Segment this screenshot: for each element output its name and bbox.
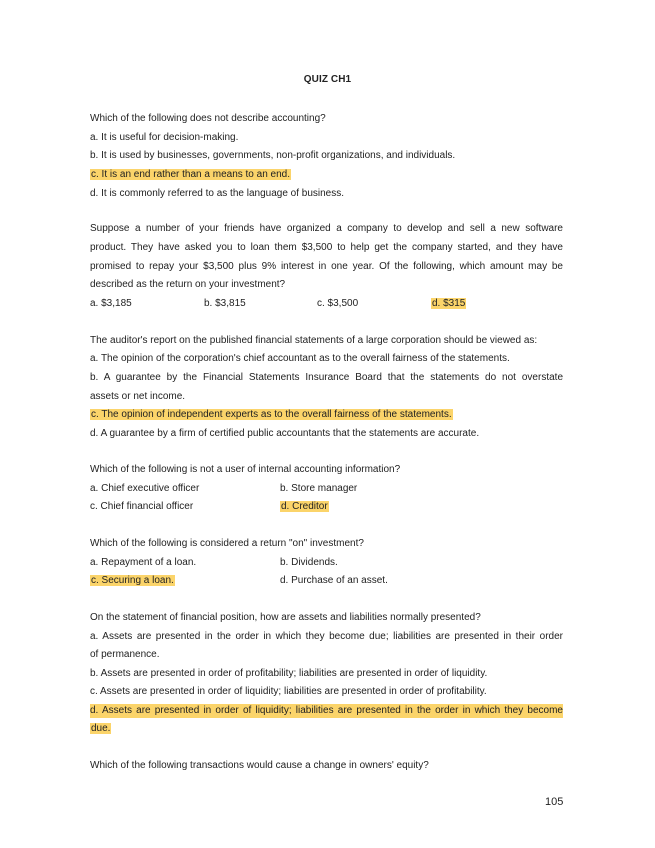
highlighted-answer: d. $315 <box>432 298 466 309</box>
highlighted-answer: c. Securing a loan. <box>91 575 174 586</box>
question-2-option-d <box>431 297 466 311</box>
question-2-text-line: described as the return on your investment? <box>90 279 286 290</box>
question-1-option-c <box>90 168 291 182</box>
question-4-option-c: c. Chief financial officer <box>90 501 194 512</box>
question-6-option-d-line: d. Assets are presented in order of liquidity; liabilities are presented in the order in which they become <box>90 705 563 716</box>
highlighted-answer: d. Creditor <box>281 501 328 512</box>
question-2-option-b: b. $3,815 <box>204 298 246 309</box>
question-2-option-a: a. $3,185 <box>90 298 132 309</box>
question-5-option-b: b. Dividends. <box>280 557 338 568</box>
question-6-option-b: b. Assets are presented in order of profitability; liabilities are presented in order of liquidity. <box>90 668 488 679</box>
question-2-text-line: Suppose a number of your friends have organized a company to develop and sell a new software <box>90 223 563 234</box>
question-6-option-c: c. Assets are presented in order of liquidity; liabilities are presented in order of profitability. <box>90 686 487 697</box>
highlighted-answer: due. <box>91 723 111 734</box>
question-6-option-a-line: of permanence. <box>90 649 160 660</box>
question-2-text-line: product. They have asked you to loan them $3,500 to help get the company started, and they have <box>90 242 563 253</box>
question-2-option-c: c. $3,500 <box>317 298 359 309</box>
question-1-option-a: a. It is useful for decision-making. <box>90 132 239 143</box>
question-3-option-b-line: b. A guarantee by the Financial Statements Insurance Board that the statements do not overstate <box>90 372 563 383</box>
question-3-text: The auditor's report on the published financial statements of a large corporation should be viewed as: <box>90 335 538 346</box>
question-5-option-d: d. Purchase of an asset. <box>280 575 388 586</box>
question-1-option-d: d. It is commonly referred to as the language of business. <box>90 188 345 199</box>
question-5-text: Which of the following is considered a return "on" investment? <box>90 538 364 549</box>
page-title: QUIZ CH1 <box>303 74 352 85</box>
question-4-option-b: b. Store manager <box>280 483 358 494</box>
question-3-option-c <box>90 408 453 422</box>
question-5-option-a: a. Repayment of a loan. <box>90 557 197 568</box>
question-6-option-d-line <box>90 722 111 736</box>
question-6-text: On the statement of financial position, how are assets and liabilities normally presented? <box>90 612 481 623</box>
question-3-option-d: d. A guarantee by a firm of certified public accountants that the statements are accurate. <box>90 428 480 439</box>
question-3-option-a: a. The opinion of the corporation's chief accountant as to the overall fairness of the statements. <box>90 353 510 364</box>
question-1-text: Which of the following does not describe accounting? <box>90 113 326 124</box>
question-1-option-b: b. It is used by businesses, governments, non-profit organizations, and individuals. <box>90 150 456 161</box>
question-3-option-b-line: assets or net income. <box>90 391 186 402</box>
question-5-option-c <box>90 574 175 588</box>
question-4-option-a: a. Chief executive officer <box>90 483 200 494</box>
question-6-option-a-line: a. Assets are presented in the order in which they become due; liabilities are presented in their order <box>90 631 563 642</box>
highlighted-answer: c. The opinion of independent experts as to the overall fairness of the statements. <box>91 409 452 420</box>
question-4-option-d <box>280 500 329 514</box>
question-7-text: Which of the following transactions would cause a change in owners' equity? <box>90 760 429 771</box>
question-4-text: Which of the following is not a user of internal accounting information? <box>90 464 401 475</box>
page-number: 105 <box>545 796 564 808</box>
question-2-text-line: promised to repay your $3,500 plus 9% interest in one year. Of the following, which amount may be <box>90 261 563 272</box>
highlighted-answer: c. It is an end rather than a means to an end. <box>91 169 291 180</box>
